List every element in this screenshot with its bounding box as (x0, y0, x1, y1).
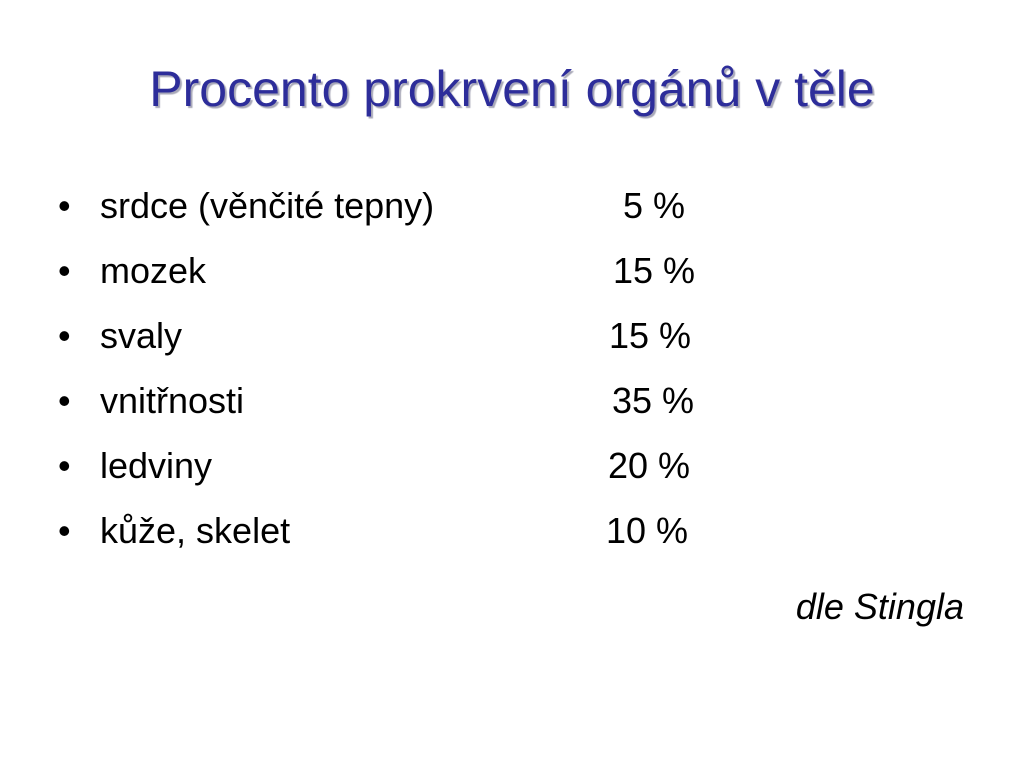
list-item (0, 510, 1024, 578)
list-item (0, 380, 1024, 448)
source-citation: dle Stingla (795, 586, 964, 627)
percent-value: 5 % (623, 185, 686, 226)
organ-label: svaly (100, 315, 183, 356)
list-item (0, 185, 1024, 253)
percent-value: 15 % (609, 315, 692, 356)
bullet-icon: • (58, 445, 71, 486)
organ-list (0, 185, 1024, 578)
bullet-icon: • (58, 315, 71, 356)
organ-label: mozek (100, 250, 207, 291)
bullet-icon: • (58, 510, 71, 551)
organ-label: ledviny (100, 445, 213, 486)
organ-label: srdce (věnčité tepny) (100, 185, 435, 226)
list-item (0, 315, 1024, 383)
organ-label: kůže, skelet (100, 510, 291, 551)
bullet-icon: • (58, 380, 71, 421)
percent-value: 20 % (608, 445, 691, 486)
percent-value: 15 % (613, 250, 696, 291)
organ-label: vnitřnosti (100, 380, 245, 421)
percent-value: 10 % (606, 510, 689, 551)
percent-value: 35 % (612, 380, 695, 421)
list-item (0, 250, 1024, 318)
bullet-icon: • (58, 250, 71, 291)
list-item (0, 445, 1024, 513)
slide-title: Procento prokrvení orgánů v těle (149, 61, 875, 117)
bullet-icon: • (58, 185, 71, 226)
